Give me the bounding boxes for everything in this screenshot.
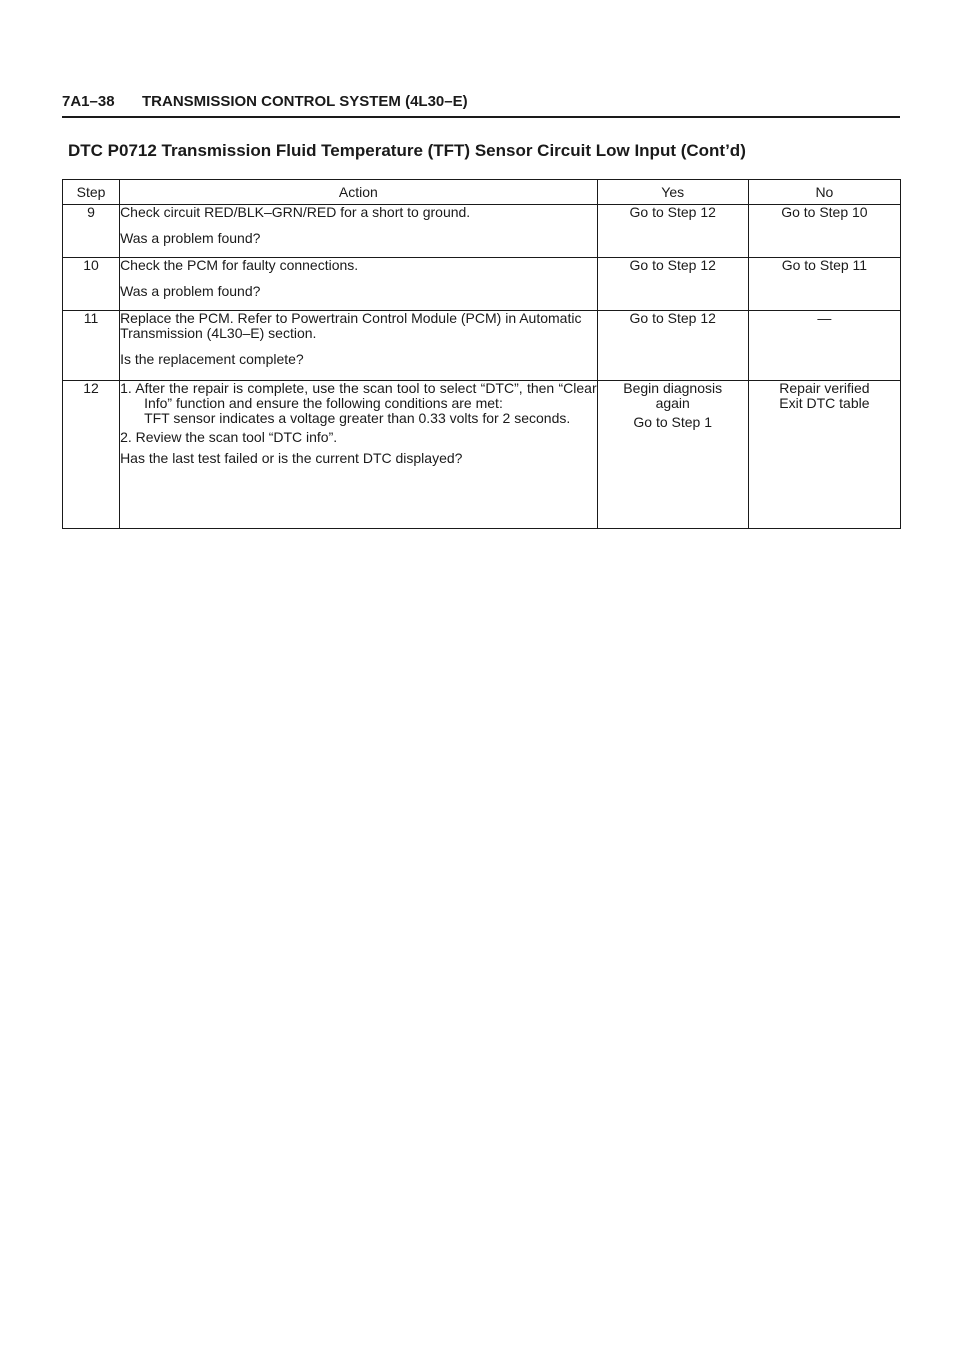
step-number: 10 <box>63 258 120 311</box>
action-question: Was a problem found? <box>120 283 261 299</box>
yes-result: Go to Step 12 <box>597 258 748 311</box>
action-cell <box>120 381 598 529</box>
page-number: 7A1–38 <box>62 93 115 110</box>
action-cell <box>120 205 598 258</box>
action-text: Replace the PCM. Refer to Powertrain Control Module (PCM) in Automatic Transmission (4L30–E) section. <box>120 310 582 341</box>
table-row <box>63 381 901 529</box>
table-row <box>63 205 901 258</box>
header-step: Step <box>63 180 120 205</box>
no-result: Go to Step 10 <box>748 205 900 258</box>
table-header-row <box>63 180 901 205</box>
table-row <box>63 311 901 381</box>
no-result: Go to Step 11 <box>748 258 900 311</box>
diagnostic-table <box>62 179 901 529</box>
no-result-line: Repair verified <box>779 380 870 396</box>
header-action: Action <box>120 180 598 205</box>
yes-result-line: Go to Step 1 <box>633 414 713 430</box>
yes-result: Go to Step 12 <box>597 205 748 258</box>
action-question: Was a problem found? <box>120 230 261 246</box>
header-yes: Yes <box>597 180 748 205</box>
step-number: 9 <box>63 205 120 258</box>
action-text: Check circuit RED/BLK–GRN/RED for a short to ground. <box>120 204 471 220</box>
action-text: Check the PCM for faulty connections. <box>120 257 359 273</box>
yes-result <box>597 381 748 529</box>
action-cell <box>120 311 598 381</box>
no-result-line: Exit DTC table <box>779 395 870 411</box>
no-result <box>748 381 900 529</box>
no-result: — <box>748 311 900 381</box>
action-cell <box>120 258 598 311</box>
step-number: 12 <box>63 381 120 529</box>
action-item-detail: TFT sensor indicates a voltage greater than 0.33 volts for 2 seconds. <box>144 410 571 426</box>
yes-result-line: Begin diagnosis again <box>623 380 723 411</box>
step-number: 11 <box>63 311 120 381</box>
page-header <box>62 90 900 118</box>
yes-result: Go to Step 12 <box>597 311 748 381</box>
section-title: TRANSMISSION CONTROL SYSTEM (4L30–E) <box>142 93 468 110</box>
document-title: DTC P0712 Transmission Fluid Temperature (TFT) Sensor Circuit Low Input (Cont’d) <box>68 141 746 160</box>
action-item: 1. After the repair is complete, use the scan tool to select “DTC”, then “Clear Info” function and ensure the following conditions are met: <box>120 380 597 411</box>
action-question: Has the last test failed or is the current DTC displayed? <box>120 450 463 466</box>
action-question: Is the replacement complete? <box>120 351 304 367</box>
table-row <box>63 258 901 311</box>
header-no: No <box>748 180 900 205</box>
action-item: 2. Review the scan tool “DTC info”. <box>120 429 338 445</box>
